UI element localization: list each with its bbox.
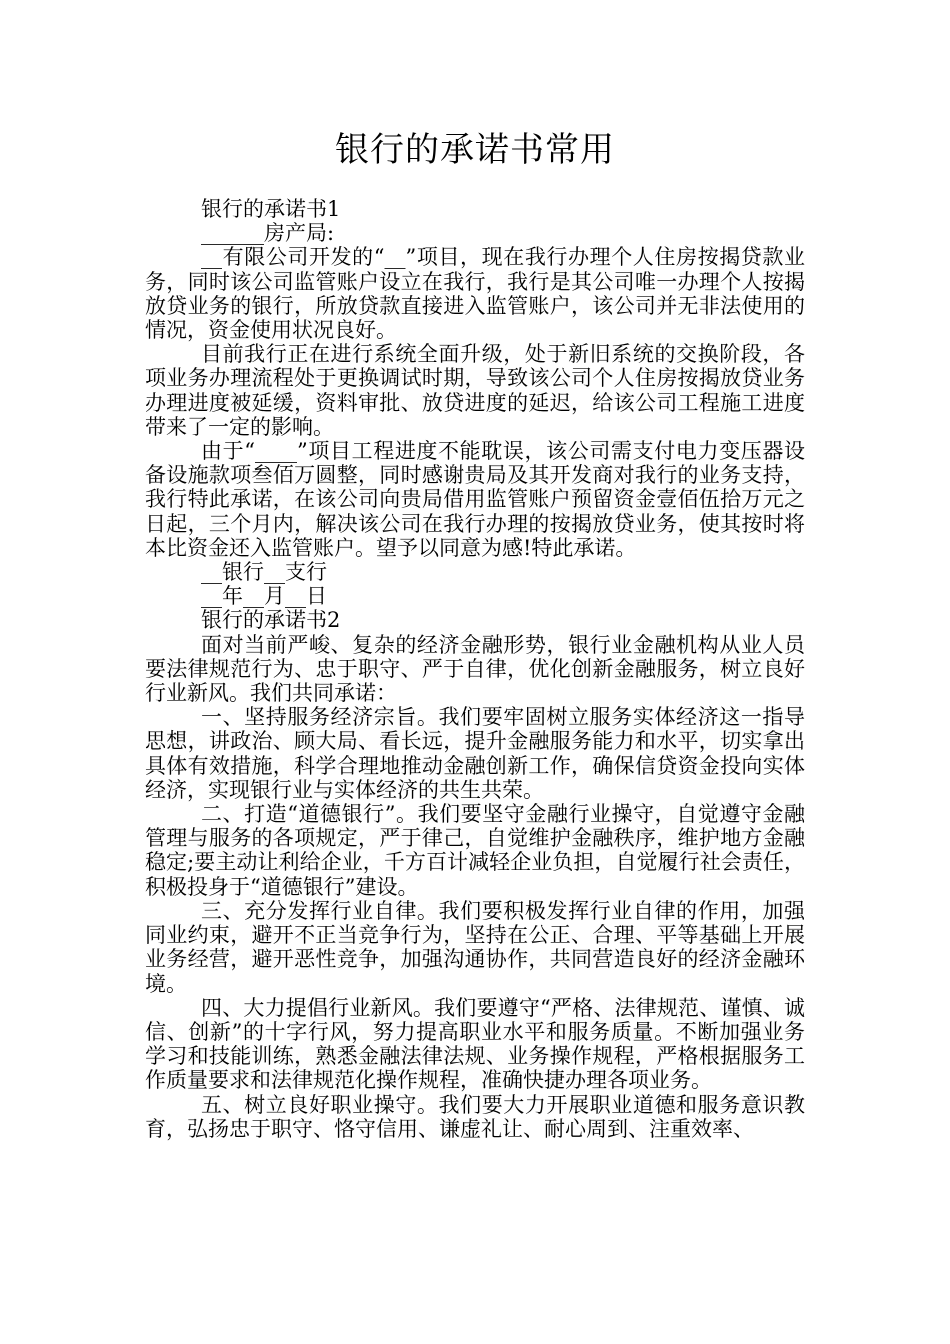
paragraph: 一、坚持服务经济宗旨。我们要牢固树立服务实体经济这一指导思想，讲政治、顾大局、看长远，提升金融服务能力和水平，切实拿出具体有效措施，科学合理地推动金融创新工作，确保信贷资金投向实体经济，实现银行业与实体经济的共生共荣。 xyxy=(145,705,805,802)
document-title: 银行的承诺书常用 xyxy=(335,130,615,170)
document-body xyxy=(145,197,805,1141)
paragraph: 五、树立良好职业操守。我们要大力开展职业道德和服务意识教育，弘扬忠于职守、恪守信用、谦虚礼让、耐心周到、注重效率、 xyxy=(145,1092,805,1141)
paragraph: 面对当前严峻、复杂的经济金融形势，银行业金融机构从业人员要法律规范行为、忠于职守、严于自律，优化创新金融服务，树立良好行业新风。我们共同承诺： xyxy=(145,632,805,706)
paragraph: 目前我行正在进行系统全面升级，处于新旧系统的交换阶段，各项业务办理流程处于更换调试时期，导致该公司个人住房按揭放贷业务办理进度被延缓，资料审批、放贷进度的延迟，给该公司工程施工进度带来了一定的影响。 xyxy=(145,342,805,439)
paragraph: 四、大力提倡行业新风。我们要遵守“严格、法律规范、谨慎、诚信、创新”的十字行风，努力提高职业水平和服务质量。不断加强业务学习和技能训练，熟悉金融法律法规、业务操作规程，严格根据服务工作质量要求和法律规范化操作规程，准确快捷办理各项业务。 xyxy=(145,995,805,1093)
addressee: ______房产局: xyxy=(201,221,335,246)
section-heading-2: 银行的承诺书2 xyxy=(201,608,341,633)
paragraph: 二、打造“道德银行”。我们要坚守金融行业操守，自觉遵守金融管理与服务的各项规定，严于律己，自觉维护金融秩序，维护地方金融稳定;要主动让利给企业，千方百计减轻企业负担，自觉履行社会责任，积极投身于“道德银行”建设。 xyxy=(145,802,805,899)
section-heading-1: 银行的承诺书1 xyxy=(201,197,341,221)
paragraph: 三、充分发挥行业自律。我们要积极发挥行业自律的作用，加强同业约束，避开不正当竞争行为，坚持在公正、合理、平等基础上开展业务经营，避开恶性竞争，加强沟通协作，共同营造良好的经济金融环境。 xyxy=(145,898,805,996)
paragraph: 由于“____”项目工程进度不能耽误，该公司需支付电力变压器设备设施款项叁佰万圆整，同时感谢贵局及其开发商对我行的业务支持，我行特此承诺，在该公司向贵局借用监管账户预留资金壹佰伍拾万元之日起，三个月内，解决该公司在我行办理的按揭放贷业务，使其按时将本比资金还入监管账户。望予以同意为感!特此承诺。 xyxy=(145,439,805,560)
paragraph: __有限公司开发的“__”项目，现在我行办理个人住房按揭贷款业务，同时该公司监管账户设立在我行，我行是其公司唯一办理个人按揭放贷业务的银行，所放贷款直接进入监管账户，该公司并无非法使用的情况，资金使用状况良好。 xyxy=(145,245,805,343)
signature-date: __年__月__日 xyxy=(201,584,327,609)
signature-bank: __银行__支行 xyxy=(201,560,327,585)
